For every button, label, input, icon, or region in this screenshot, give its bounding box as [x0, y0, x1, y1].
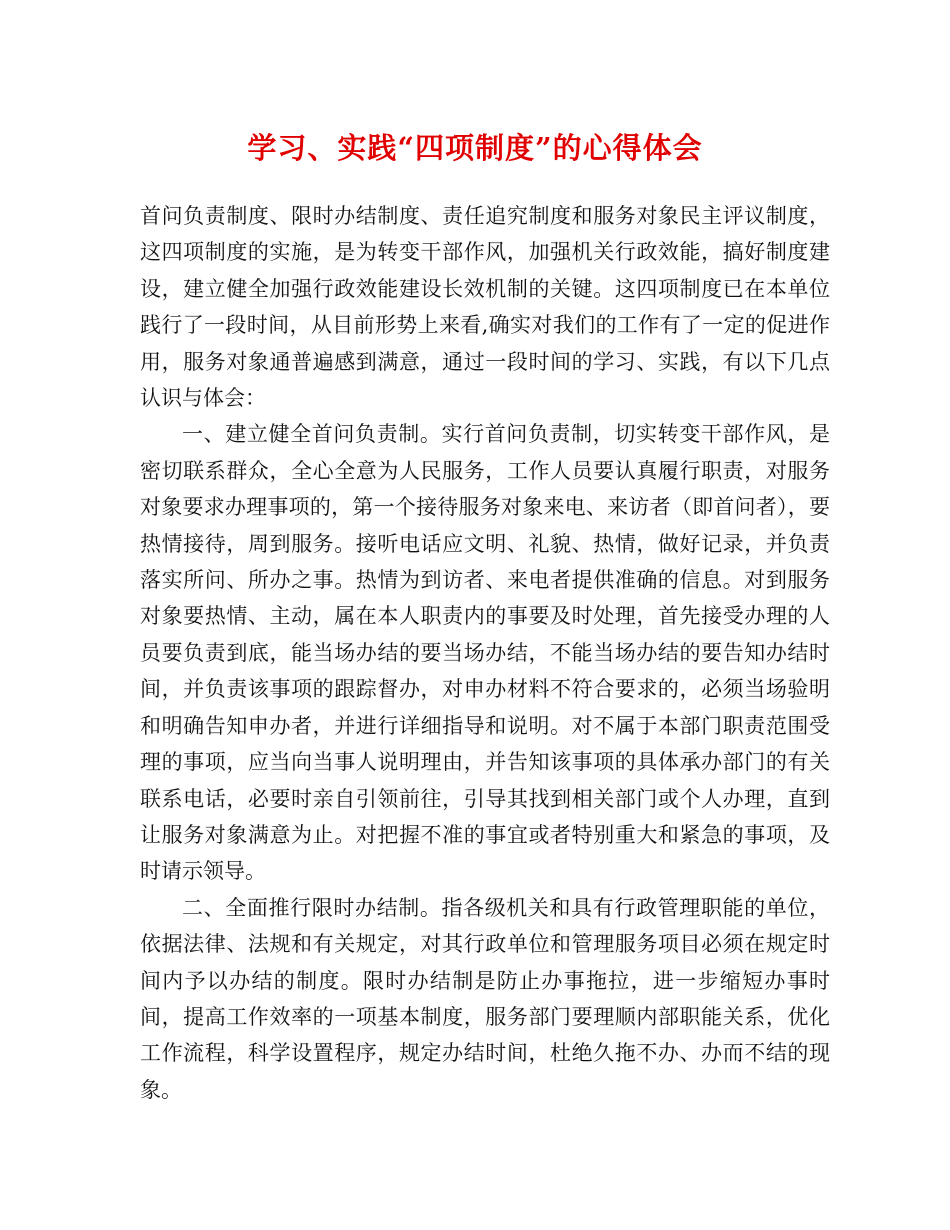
section-1-paragraph: 一、建立健全首问负责制。实行首问负责制，切实转变干部作风，是密切联系群众，全心全意为人民服务，工作人员要认真履行职责，对服务对象要求办理事项的，第一个接待服务对象来电、来访者（即首问者），要热情接待，周到服务。接听电话应文明、礼貌、热情，做好记录，并负责落实所问、所办之事。热情为到访者、来电者提供准确的信息。对到服务对象要热情、主动，属在本人职责内的事要及时处理，首先接受办理的人员要负责到底，能当场办结的要当场办结，不能当场办结的要告知办结时间，并负责该事项的跟踪督办，对申办材料不符合要求的，必须当场验明和明确告知申办者，并进行详细指导和说明。对不属于本部门职责范围受理的事项，应当向当事人说明理由，并告知该事项的具体承办部门的有关联系电话，必要时亲自引领前往，引导其找到相关部门或个人办理，直到让服务对象满意为止。对把握不准的事宜或者特别重大和紧急的事项，及时请示领导。 [140, 422, 830, 884]
document-body [140, 198, 830, 1108]
section-2-paragraph: 二、全面推行限时办结制。指各级机关和具有行政管理职能的单位，依据法律、法规和有关规定，对其行政单位和管理服务项目必须在规定时间内予以办结的制度。限时办结制是防止办事拖拉，进一步缩短办事时间，提高工作效率的一项基本制度，服务部门要理顺内部职能关系，优化工作流程，科学设置程序，规定办结时间，杜绝久拖不办、办而不结的现象。 [140, 895, 830, 1102]
intro-paragraph: 首问负责制度、限时办结制度、责任追究制度和服务对象民主评议制度，这四项制度的实施，是为转变干部作风，加强机关行政效能，搞好制度建设，建立健全加强行政效能建设长效机制的关键。这四项制度已在本单位践行了一段时间，从目前形势上来看,确实对我们的工作有了一定的促进作用，服务对象通普遍感到满意，通过一段时间的学习、实践，有以下几点认识与体会： [140, 204, 830, 411]
document-title: 学习、实践“四项制度”的心得体会 [247, 131, 703, 165]
